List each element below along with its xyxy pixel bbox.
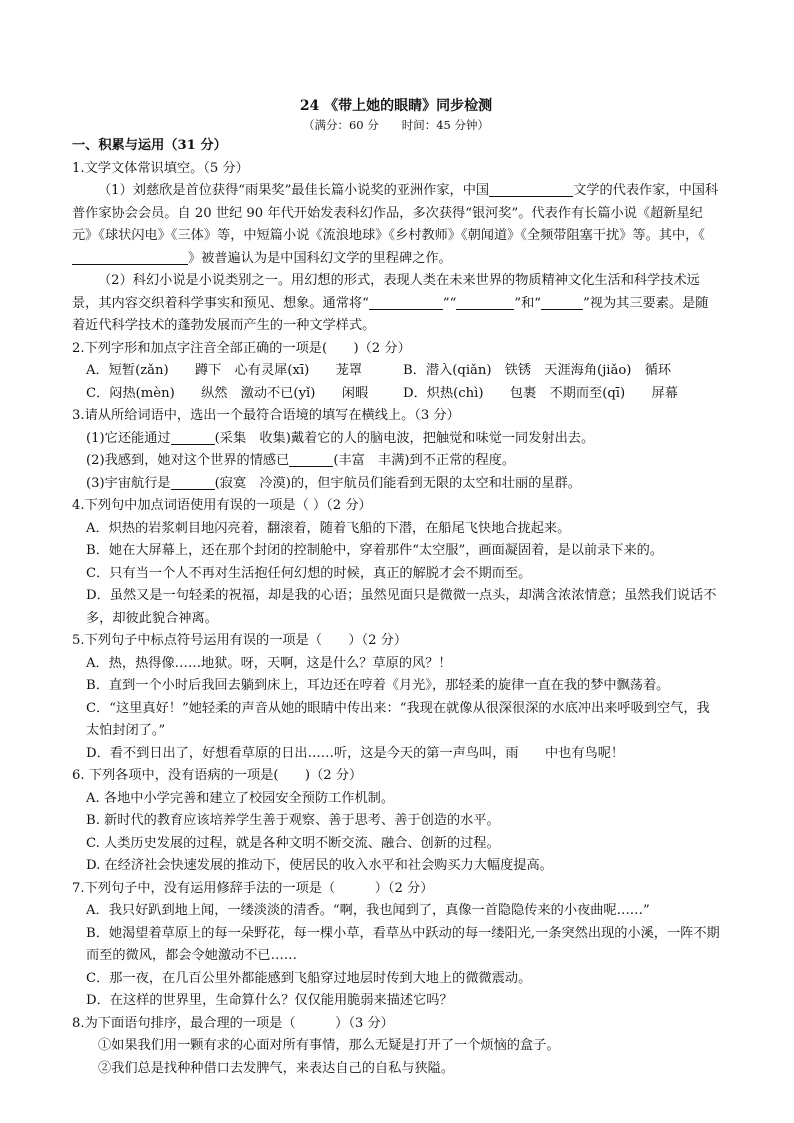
question-stem: 2.下列字形和加点字注音全部正确的一项是( )（2 分） [72,340,411,356]
option-c[interactable]: C．“这里真好！”她轻柔的声音从她的眼睛中传出来：“我现在就像从很深很深的水底冲出来呼吸到空气，我太怕封闭了。” [86,700,710,738]
option-b[interactable]: B．直到一个小时后我回去躺到床上，耳边还在哼着《月光》，那轻柔的旋律一直在我的梦中飘荡着。 [86,678,670,693]
question-text: ”和“ [514,295,542,311]
question-paragraph [72,270,720,338]
question-text: (寂寞 冷漠)的，但宇航员们能看到无限的太空和壮丽的星群。 [214,475,581,491]
question-text: (采集 收集)戴着它的人的脑电波，把触觉和味觉一同发射出去。 [214,430,595,446]
answer-blank[interactable] [72,248,188,265]
answer-blank[interactable] [369,293,443,310]
question-1 [72,158,720,338]
option-c[interactable]: C．闷热(mèn) 纵然 激动不已(yǐ) 闲暇 [86,385,369,401]
answer-blank[interactable] [456,293,514,310]
question-stem: 8.为下面语句排序，最合理的一项是（ ）（3 分） [72,1015,394,1031]
option-b[interactable]: B．她渴望着草原上的每一朵野花，每一棵小草，看草丛中跃动的每一缕阳光,一条突然出现的小溪，一阵不期而至的微风，都会令她激动不已…… [86,925,720,963]
option-c[interactable]: C．只有当一个人不再对生活抱任何幻想的时候，真正的解脱才会不期而至。 [86,565,532,581]
question-stem: 5.下列句子中标点符号运用有误的一项是（ ）（2 分） [72,633,408,648]
answer-blank[interactable] [171,473,215,490]
answer-blank[interactable] [171,428,215,445]
sentence-2: ②我们总是找种种借口去发脾气，来表达自己的自私与狭隘。 [98,1060,455,1076]
question-text: (2)我感到，她对这个世界的情感已 [86,453,290,468]
option-row [72,383,720,406]
option-d[interactable]: D．看不到日出了，好想看草原的日出……听，这是今天的第一声鸟叫，雨 中也有鸟呢！ [86,745,625,761]
sub-question [72,473,720,496]
option-a[interactable]: A．炽热的岩浆刺目地闪亮着，翻滚着，随着飞船的下潜，在船尾飞快地合拢起来。 [86,520,571,536]
question-stem: 1.文学文体常识填空。（5 分） [72,160,249,176]
option-d[interactable]: D．在这样的世界里，生命算什么？仅仅能用脆弱来描述它吗？ [86,993,453,1008]
option-b[interactable]: B．她在大屏幕上，还在那个封闭的控制舱中，穿着那件“太空服”，画面凝固着，是以前录下来的。 [86,543,664,558]
question-5 [72,630,720,765]
option-d[interactable]: D．虽然又是一句轻柔的祝福，却是我的心语；虽然见面只是微微一点头，却满含浓浓情意；虽然我们说话不多，却彼此貌合神离。 [86,588,717,626]
answer-blank[interactable] [489,180,573,197]
question-6 [72,765,720,878]
sub-question [72,450,720,473]
option-row [72,360,720,383]
question-text: (1)它还能通过 [86,430,171,446]
sub-question [72,428,720,451]
question-stem: 4.下列句中加点词语使用有误的一项是（ ）（2 分） [72,498,372,513]
question-text: ”“ [442,295,457,311]
question-text: （1）刘慈欣是首位获得“雨果奖”最佳长篇小说奖的亚洲作家，中国 [98,183,490,198]
worksheet-page [72,96,720,1080]
page-title: 24 《带上她的眼睛》同步检测 [299,98,493,114]
option-c[interactable]: C．那一夜，在几百公里外都能感到飞船穿过地层时传到大地上的微微震动。 [86,970,532,986]
question-text: 文学的代表作家，中国科普作家协会会员。自 20 世纪 90 年代开始发表科幻作品，多次获得“银河奖”。代表作有长篇小说《超新星纪元》《球状闪电》《三体》等，中短篇小说《流浪地球》《乡村教师》《朝闻道》《全频带阻塞干扰》等。其中，《 [72,183,719,243]
option-b[interactable]: B．潜入(qiǎn) 铁锈 天涯海角(jiǎo) 循环 [403,363,672,378]
question-text: (3)宇宙航行是 [86,475,171,491]
sentence-1: ①如果我们用一颗有求的心面对所有事情，那么无疑是打开了一个烦恼的盒子。 [98,1038,560,1053]
question-stem: 3.请从所给词语中，选出一个最符合语境的填写在横线上。（3 分） [72,408,460,423]
option-d[interactable]: D. 在经济社会快速发展的推动下，使居民的收入水平和社会购买力大幅度提高。 [86,858,553,873]
question-7 [72,878,720,1013]
question-stem: 6. 下列各项中，没有语病的一项是( )（2 分） [72,768,363,783]
option-a[interactable]: A．我只好趴到地上闻，一缕淡淡的清香。“啊，我也闻到了，真像一首隐隐传来的小夜曲呢……” [86,903,650,918]
question-paragraph [72,180,720,270]
page-subtitle: （满分：60 分 时间：45 分钟） [302,118,490,132]
section-heading: 一、积累与运用（31 分） [72,138,227,153]
question-text: (丰富 丰满)到不正常的程度。 [333,453,516,468]
question-text: ”视为其三要素。是随着近代科学技术的蓬勃发展而产生的一种文学样式。 [72,295,709,333]
question-3 [72,405,720,495]
question-2 [72,338,720,406]
question-4 [72,495,720,630]
question-8 [72,1013,720,1081]
option-a[interactable]: A．短暂(zǎn) 蹲下 心有灵犀(xī) 茏罩 [86,363,363,378]
option-c[interactable]: C. 人类历史发展的过程，就是各种文明不断交流、融合、创新的过程。 [86,835,500,851]
option-d[interactable]: D．炽热(chì) 包裹 不期而至(qī) 屏幕 [403,385,678,401]
question-text: （2）科幻小说是小说类别之一。用幻想的形式，表现人类在未来世界的物质精神文化生活和科学技术远景，其内容交织着科学事实和预见、想象。通常将“ [72,273,700,311]
answer-blank[interactable] [541,293,583,310]
option-a[interactable]: A. 各地中小学完善和建立了校园安全预防工作机制。 [86,790,395,806]
answer-blank[interactable] [289,450,333,467]
question-text: 》被普遍认为是中国科幻文学的里程碑之作。 [188,250,452,266]
option-b[interactable]: B. 新时代的教育应该培养学生善于观察、善于思考、善于创造的水平。 [86,813,500,828]
option-a[interactable]: A．热，热得像……地狱。呀，天啊，这是什么？草原的风？！ [86,655,452,671]
question-stem: 7.下列句子中，没有运用修辞手法的一项是（ ）（2 分） [72,880,434,896]
